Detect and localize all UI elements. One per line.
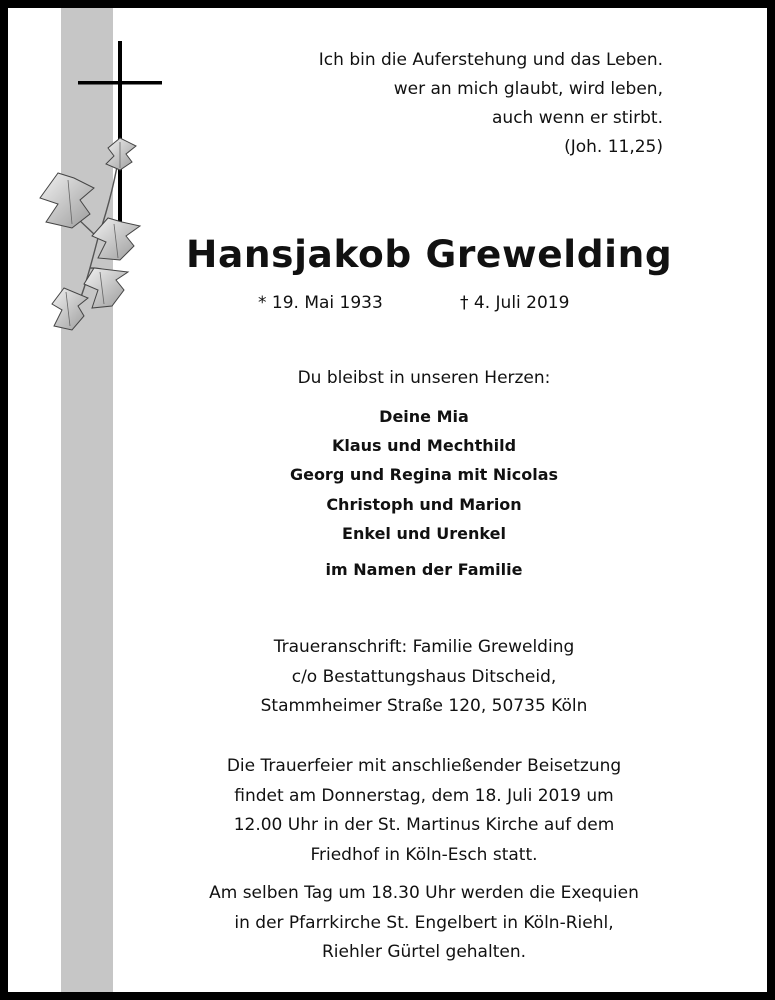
bible-quote (319, 46, 663, 162)
service-line: Die Trauerfeier mit anschließender Beisetzung (226, 756, 622, 776)
address-line: Stammheimer Straße 120, 50735 Köln (260, 696, 588, 716)
mourning-address (112, 633, 736, 722)
address-line: c/o Bestattungshaus Ditscheid, (291, 666, 557, 687)
exequien-info (112, 879, 736, 968)
mourners-list (112, 402, 736, 548)
mourner-name: Klaus und Mechthild (331, 436, 517, 456)
exequien-line: Riehler Gürtel gehalten. (322, 942, 526, 962)
mourner-name: Georg und Regina mit Nicolas (289, 465, 559, 485)
exequien-line: in der Pfarrkirche St. Engelbert in Köln-Riehl, (234, 912, 614, 933)
exequien-line: Am selben Tag um 18.30 Uhr werden die Exequien (209, 883, 639, 903)
service-line: findet am Donnerstag, dem 18. Juli 2019 um (234, 785, 614, 806)
family-closing: im Namen der Familie (325, 560, 523, 579)
death-date: † 4. Juli 2019 (460, 293, 570, 313)
service-line: Friedhof in Köln-Esch statt. (310, 844, 538, 865)
ivy-icon (28, 118, 158, 348)
birth-date: * 19. Mai 1933 (258, 293, 383, 313)
quote-line: Ich bin die Auferstehung und das Leben. (318, 50, 663, 70)
funeral-service-info (112, 752, 736, 870)
mourner-name: Christoph und Marion (326, 494, 522, 514)
quote-line: wer an mich glaubt, wird leben, (393, 79, 663, 99)
address-line: Traueranschrift: Familie Grewelding (273, 637, 575, 657)
mourners-intro: Du bleibst in unseren Herzen: (297, 368, 551, 388)
quote-line: auch wenn er stirbt. (492, 108, 663, 128)
service-line: 12.00 Uhr in der St. Martinus Kirche auf dem (233, 815, 615, 835)
deceased-name: Hansjakob Grewelding (186, 232, 673, 276)
mourner-name: Enkel und Urenkel (342, 523, 506, 543)
quote-reference: (Joh. 11,25) (564, 137, 663, 157)
mourner-name: Deine Mia (379, 407, 469, 426)
